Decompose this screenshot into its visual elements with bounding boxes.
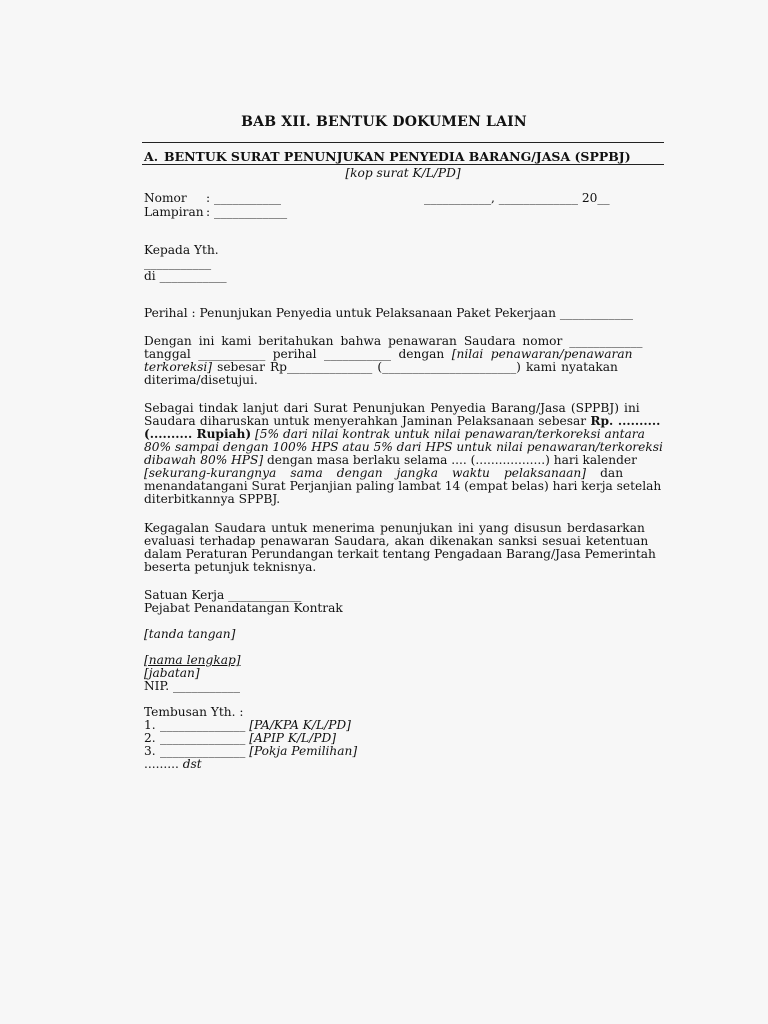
nomor-label: Nomor xyxy=(144,191,187,205)
para2-line1: Sebagai tindak lanjut dari Surat Penunjukan Penyedia Barang/Jasa (SPPBJ) ini xyxy=(144,401,640,415)
lampiran-label: Lampiran xyxy=(144,205,204,219)
para2-line3-italic: [5% dari nilai kontrak untuk nilai penawaran/terkoreksi antara xyxy=(251,427,645,441)
section-title: BENTUK SURAT PENUNJUKAN PENYEDIA BARANG/JASA (SPPBJ) xyxy=(164,149,631,164)
para2-rupiah: (.......... Rupiah) xyxy=(144,427,252,441)
tembusan-item-number: 3. xyxy=(144,744,156,758)
para2-line2 xyxy=(144,414,660,428)
tembusan-item-blank: ______________ xyxy=(160,731,246,745)
kop-surat-placeholder: [kop surat K/L/PD] xyxy=(345,166,461,180)
para2-line5-text: dengan masa berlaku selama .... (..................) hari kalender xyxy=(263,453,637,467)
addressee-blank: ___________ xyxy=(144,256,212,270)
tembusan-item-number: 2. xyxy=(144,731,156,745)
tembusan-dst xyxy=(144,757,202,771)
para2-line5-italic: dibawah 80% HPS] xyxy=(144,453,264,467)
addressee-di: di ___________ xyxy=(144,269,227,283)
tembusan-item-blank: ______________ xyxy=(160,744,246,758)
para2-line3 xyxy=(144,427,645,441)
tembusan-dst-dots: ......... xyxy=(144,757,183,771)
para1-line2-italic: [nilai penawaran/penawaran xyxy=(451,347,633,361)
nomor-value: : ___________ xyxy=(206,191,282,205)
date-line: ___________, _____________ 20__ xyxy=(424,191,610,205)
para1-line4: diterima/disetujui. xyxy=(144,373,258,387)
section-divider xyxy=(142,164,664,165)
para2-line6-text: dan xyxy=(586,466,624,480)
perihal-line: Perihal : Penunjukan Penyedia untuk Pelaksanaan Paket Pekerjaan ____________ xyxy=(144,306,634,320)
tembusan-label: Tembusan Yth. : xyxy=(144,705,244,719)
nip-line: NIP. ___________ xyxy=(144,679,240,693)
para1-line1: Dengan ini kami beritahukan bahwa penawaran Saudara nomor ____________ xyxy=(144,334,643,348)
satuan-kerja: Satuan Kerja ____________ xyxy=(144,588,302,602)
lampiran-row xyxy=(144,205,287,219)
pejabat-penandatangan: Pejabat Penandatangan Kontrak xyxy=(144,601,343,615)
page-title: BAB XII. BENTUK DOKUMEN LAIN xyxy=(241,114,527,130)
kepada-yth: Kepada Yth. xyxy=(144,243,219,257)
para1-line3-text: sebesar Rp______________ (______________________) kami nyatakan xyxy=(212,360,618,374)
para2-line5 xyxy=(144,453,637,467)
tembusan-item-number: 1. xyxy=(144,718,156,732)
para2-line6 xyxy=(144,466,623,480)
para2-line7: menandatangani Surat Perjanjian paling lambat 14 (empat belas) hari kerja setelah xyxy=(144,479,662,493)
tanda-tangan-placeholder: [tanda tangan] xyxy=(144,627,236,641)
tembusan-item-text: [PA/KPA K/L/PD] xyxy=(249,718,351,732)
para2-line4: 80% sampai dengan 100% HPS atau 5% dari HPS untuk nilai penawaran/terkoreksi xyxy=(144,440,663,454)
para1-line3-italic: terkoreksi] xyxy=(144,360,212,374)
lampiran-value: : ____________ xyxy=(206,205,288,219)
para3-line1: Kegagalan Saudara untuk menerima penunjukan ini yang disusun berdasarkan xyxy=(144,521,645,535)
nomor-row xyxy=(144,191,281,205)
section-marker: A. xyxy=(144,149,159,164)
para2-amount: Rp. .......... xyxy=(590,414,661,428)
tembusan-item-blank: ______________ xyxy=(160,718,246,732)
top-divider xyxy=(142,142,664,143)
tembusan-item-text: [Pokja Pemilihan] xyxy=(249,744,358,758)
para1-line2-text: tanggal ___________ perihal ___________ dengan xyxy=(144,347,452,361)
tembusan-dst-text: dst xyxy=(182,757,202,771)
nama-lengkap-placeholder: [nama lengkap] xyxy=(144,653,241,667)
para1-line3 xyxy=(144,360,618,374)
tembusan-item xyxy=(144,731,336,745)
jabatan-placeholder: [jabatan] xyxy=(144,666,200,680)
para2-line8: diterbitkannya SPPBJ. xyxy=(144,492,281,506)
para1-line2 xyxy=(144,347,632,361)
tembusan-item xyxy=(144,718,351,732)
tembusan-item-text: [APIP K/L/PD] xyxy=(249,731,336,745)
para3-line3: dalam Peraturan Perundangan terkait tentang Pengadaan Barang/Jasa Pemerintah xyxy=(144,547,656,561)
tembusan-item xyxy=(144,744,357,758)
para3-line4: beserta petunjuk teknisnya. xyxy=(144,560,317,574)
para2-line6-italic: [sekurang-kurangnya sama dengan jangka waktu pelaksanaan] xyxy=(144,466,587,480)
section-heading xyxy=(144,150,631,164)
para3-line2: evaluasi terhadap penawaran Saudara, akan dikenakan sanksi sesuai ketentuan xyxy=(144,534,649,548)
para2-line2-text: Saudara diharuskan untuk menyerahkan Jaminan Pelaksanaan sebesar xyxy=(144,414,591,428)
